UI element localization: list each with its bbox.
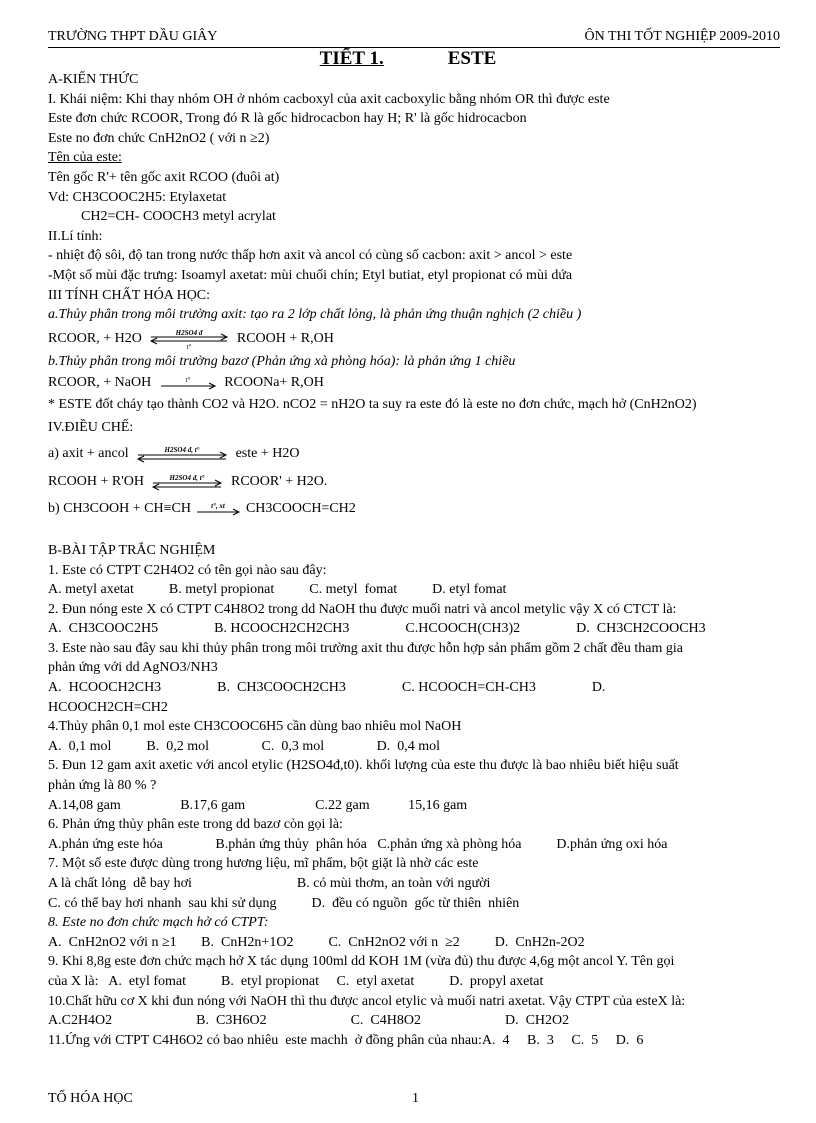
svg-text:t°: t° <box>185 376 191 385</box>
reversible-arrow <box>136 445 228 463</box>
section-b-heading: B-BÀI TẬP TRẮC NGHIỆM <box>48 542 216 558</box>
forward-arrow <box>159 375 217 391</box>
document-body <box>48 70 790 1050</box>
reaction-3: a) axit + ancol H2SO4 đ, t° este + H2O <box>48 445 300 461</box>
reaction-1-right: RCOOH + R,OH <box>236 330 334 346</box>
question-4-options: A. 0,1 mol B. 0,2 mol C. 0,3 mol D. 0,4 mol <box>48 738 441 754</box>
question-5: 5. Đun 12 gam axit axetic với ancol etylic (H2SO4đ,t0). khối lượng của este thu được là bao nhiêu biết hiệu suất <box>48 758 679 774</box>
question-5-cont: phản ứng là 80 % ? <box>48 778 157 794</box>
question-11: 11.Ứng với CTPT C4H6O2 có bao nhiêu este machh ở đồng phân của nhau:A. 4 B. 3 C. 5 D. 6 <box>48 1032 644 1048</box>
reaction-1-left: RCOOR, + H2O <box>48 330 142 346</box>
question-6-options: A.phản ứng este hóa B.phản ứng thủy phân hóa C.phản ứng xà phòng hóa D.phản ứng oxi hóa <box>48 836 668 852</box>
school-name: TRƯỜNG THPT DẦU GIÂY <box>48 29 218 44</box>
naming-rule: Tên gốc R'+ tên gốc axit RCOO (đuôi at) <box>48 169 280 185</box>
combustion-note: * ESTE đốt cháy tạo thành CO2 và H2O. nCO2 = nH2O ta suy ra este đó là este no đơn chức, mạch hở (CnH2nO2) <box>48 397 697 413</box>
mono-ester-line: Este đơn chức RCOOR, Trong đó R là gốc hidrocacbon hay H; R' là gốc hidrocacbon <box>48 111 527 127</box>
department: TỔ HÓA HỌC <box>48 1091 133 1106</box>
example-2: CH2=CH- COOCH3 metyl acrylat <box>81 209 276 225</box>
exam-title: ÔN THI TỐT NGHIỆP 2009-2010 <box>584 29 780 44</box>
question-8: 8. Este no đơn chức mạch hở có CTPT: <box>48 915 269 931</box>
question-7: 7. Một số este được dùng trong hương liệu, mĩ phẩm, bột giặt là nhờ các este <box>48 856 479 872</box>
svg-text:H2SO4 đ, t°: H2SO4 đ, t° <box>170 473 205 482</box>
naming-heading: Tên của este: <box>48 150 122 166</box>
page-number: 1 <box>412 1091 419 1106</box>
reaction-2-left: RCOOR, + NaOH <box>48 375 152 391</box>
section-a-heading: A-KIẾN THỨC <box>48 72 139 87</box>
definition-line: I. Khái niệm: Khi thay nhóm OH ở nhóm cacboxyl của axit cacboxylic bằng nhóm OR thì được este <box>48 91 610 107</box>
question-7-options-2: C. có thể bay hơi nhanh sau khi sử dụng D. đều có nguồn gốc từ thiên nhiên <box>48 895 520 911</box>
question-5-options: A.14,08 gam B.17,6 gam C.22 gam 15,16 gam <box>48 797 468 813</box>
question-1-options: A. metyl axetat B. metyl propionat C. metyl fomat D. etyl fomat <box>48 582 507 598</box>
lesson-number: TIẾT 1. <box>319 48 384 69</box>
reversible-arrow <box>151 473 223 491</box>
question-9: 9. Khi 8,8g este đơn chức mạch hở X tác dụng 100ml dd KOH 1M (vừa đủ) thu được 4,6g một ancol Y. Tên gọi <box>48 954 675 970</box>
saturated-ester-line: Este no đơn chức CnH2nO2 ( với n ≥2) <box>48 130 270 146</box>
svg-text:H2SO4 đ, t°: H2SO4 đ, t° <box>164 445 200 454</box>
svg-text:t°, xt: t°, xt <box>211 501 226 510</box>
acid-hydrolysis: a.Thủy phân trong môi trường axit: tạo ra 2 lớp chất lỏng, là phản ứng thuận nghịch (2 chiều ) <box>48 307 582 323</box>
question-3: 3. Este nào sau đây sau khi thủy phân trong môi trường axit thu được hỗn hợp sản phẩm gồm 2 chất đều tham gia <box>48 640 683 656</box>
base-hydrolysis: b.Thủy phân trong môi trường bazơ (Phản ứng xà phòng hóa): là phản ứng 1 chiều <box>48 353 516 369</box>
question-6: 6. Phản ứng thủy phân este trong dd bazơ còn gọi là: <box>48 817 343 833</box>
page-header <box>48 27 780 48</box>
question-1: 1. Este có CTPT C2H4O2 có tên gọi nào sau đây: <box>48 562 327 578</box>
chemical-heading: III TÍNH CHẤT HÓA HỌC: <box>48 287 211 303</box>
reaction-5: b) CH3COOH + CH≡CH t°, xt CH3COOCH=CH2 <box>48 500 356 516</box>
reaction-2-right: RCOONa+ R,OH <box>224 375 324 391</box>
reversible-arrow <box>149 328 229 350</box>
lesson-topic: ESTE <box>447 48 497 69</box>
page-title <box>0 49 816 69</box>
question-9-options: của X là: A. etyl fomat B. etyl propionat C. etyl axetat D. propyl axetat <box>48 973 544 989</box>
page-footer <box>48 1089 790 1109</box>
question-8-options: A. CnH2nO2 với n ≥1 B. CnH2n+1O2 C. CnH2nO2 với n ≥2 D. CnH2n-2O2 <box>48 934 585 950</box>
reaction-1-cond: H2SO4 đ <box>176 328 203 337</box>
reaction-1-under: t° <box>186 342 192 350</box>
question-list <box>48 561 790 1051</box>
question-2-options: A. CH3COOC2H5 B. HCOOCH2CH2CH3 C.HCOOCH(CH3)2 D. CH3CH2COOCH3 <box>48 621 706 637</box>
physical-2: -Một số mùi đặc trưng: Isoamyl axetat: mùi chuối chín; Etyl butiat, etyl propionat có mùi dứa <box>48 267 573 283</box>
question-3-cont: phản ứng với dd AgNO3/NH3 <box>48 660 218 676</box>
forward-arrow <box>195 501 241 517</box>
question-2: 2. Đun nóng este X có CTPT C4H8O2 trong dd NaOH thu được muối natri và ancol metylic vậy X có CTCT là: <box>48 601 677 617</box>
example-1: Vd: CH3COOC2H5: Etylaxetat <box>48 189 227 205</box>
reaction-4: RCOOH + R'OH H2SO4 đ, t° RCOOR' + H2O. <box>48 473 328 489</box>
question-3-options: A. HCOOCH2CH3 B. CH3COOCH2CH3 C. HCOOCH=CH-CH3 D. <box>48 680 606 696</box>
question-10: 10.Chất hữu cơ X khi đun nóng với NaOH thì thu được ancol etylic và muối natri axetat. Vậy CTPT của esteX là: <box>48 993 686 1009</box>
reaction-1 <box>48 325 790 352</box>
question-4: 4.Thủy phân 0,1 mol este CH3COOC6H5 cần dùng bao nhiêu mol NaOH <box>48 719 462 735</box>
reaction-2 <box>48 371 790 395</box>
question-3-options-cont: HCOOCH2CH=CH2 <box>48 699 168 715</box>
physical-heading: II.Lí tính: <box>48 228 103 244</box>
question-7-options-1: A là chất lỏng dễ bay hơi B. có mùi thơm, an toàn với người <box>48 876 491 891</box>
question-10-options: A.C2H4O2 B. C3H6O2 C. C4H8O2 D. CH2O2 <box>48 1013 570 1029</box>
physical-1: - nhiệt độ sôi, độ tan trong nước thấp hơn axit và ancol có cùng số cacbon: axit > ancol > este <box>48 248 573 264</box>
preparation-heading: IV.ĐIỀU CHẾ: <box>48 419 134 435</box>
